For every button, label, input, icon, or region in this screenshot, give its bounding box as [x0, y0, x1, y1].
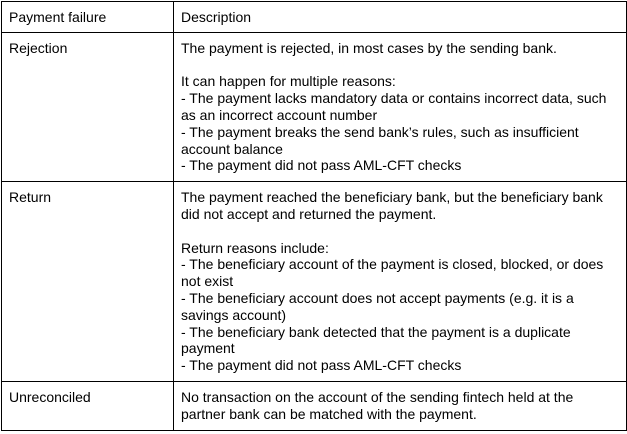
paragraph-spacer	[181, 57, 619, 74]
description-cell	[174, 32, 627, 181]
description-intro: The payment is rejected, in most cases by the sending bank.	[181, 39, 557, 56]
header-payment-failure: Payment failure	[2, 2, 174, 33]
failure-name-cell: Unreconciled	[2, 381, 174, 430]
reason-item: - The payment did not pass AML-CFT checks	[181, 357, 462, 374]
description-intro: No transaction on the account of the sending fintech held at the partner bank can be matched with the payment.	[181, 388, 574, 422]
header-description: Description	[174, 2, 627, 33]
description-intro: The payment reached the beneficiary bank, but the beneficiary bank did not accept and returned the payment.	[181, 189, 603, 222]
description-cell	[174, 381, 627, 430]
paragraph-spacer	[181, 223, 619, 240]
failure-name-cell: Rejection	[2, 32, 174, 181]
description-cell	[174, 182, 627, 382]
reason-item: - The beneficiary bank detected that the payment is a duplicate payment	[181, 323, 571, 357]
table-row-unreconciled	[2, 381, 627, 430]
table-row-rejection	[2, 32, 627, 181]
reason-item: - The beneficiary account of the payment is closed, blocked, or does not exist	[181, 256, 604, 290]
reason-item: - The payment lacks mandatory data or contains incorrect data, such as an incorrect account number	[181, 90, 607, 123]
reasons-heading: It can happen for multiple reasons:	[181, 73, 396, 90]
table-row-return	[2, 182, 627, 382]
reason-item: - The payment did not pass AML-CFT checks	[181, 157, 462, 174]
table-header-row	[2, 2, 627, 33]
reason-item: - The payment breaks the send bank’s rules, such as insufficient account balance	[181, 123, 579, 157]
failure-name-cell: Return	[2, 182, 174, 382]
reasons-heading: Return reasons include:	[181, 239, 329, 256]
payment-failure-table	[1, 1, 627, 431]
reason-item: - The beneficiary account does not accept payments (e.g. it is a savings account)	[181, 289, 574, 323]
